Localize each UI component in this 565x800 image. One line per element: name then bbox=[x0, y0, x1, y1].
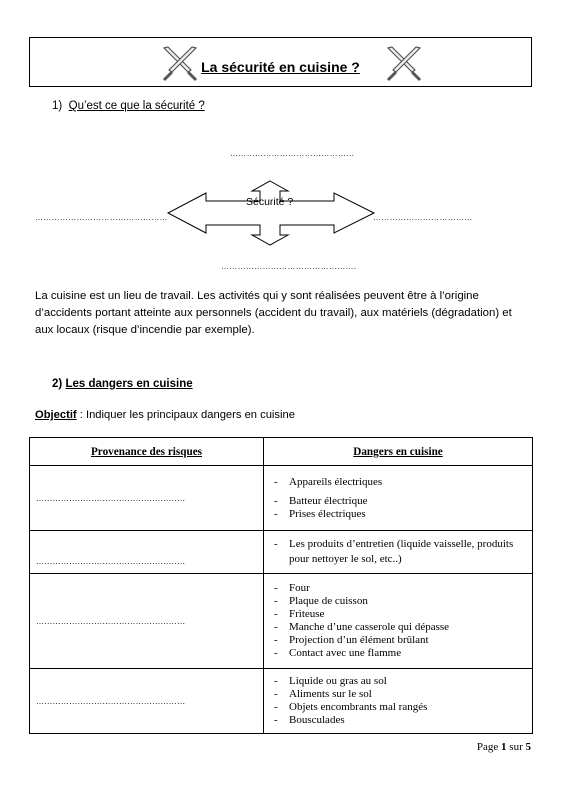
objective-label: Objectif bbox=[35, 409, 77, 421]
page-number: 1 bbox=[501, 741, 507, 753]
section-title: Les dangers en cuisine bbox=[65, 378, 193, 390]
table-row bbox=[30, 466, 533, 531]
section-number: 1) bbox=[52, 100, 63, 112]
blank-cell bbox=[30, 669, 264, 734]
page-total: 5 bbox=[525, 741, 531, 753]
list-item: - Appareils électriques bbox=[272, 476, 524, 489]
crossed-knives-icon bbox=[382, 44, 426, 84]
section-number: 2) bbox=[52, 378, 63, 390]
blank-cell bbox=[30, 574, 264, 669]
dangers-cell bbox=[264, 574, 533, 669]
list-item: - Les produits d’entretien (liquide vaisselle, produits pour nettoyer le sol, etc..) bbox=[272, 537, 524, 567]
table-row bbox=[30, 574, 533, 669]
list-item: - Batteur électrique bbox=[272, 495, 524, 508]
list-item: - Liquide ou gras au sol bbox=[272, 675, 524, 688]
section-2-heading bbox=[52, 378, 193, 390]
table-header-row bbox=[30, 438, 533, 466]
objective-text: : Indiquer les principaux dangers en cuisine bbox=[76, 409, 295, 421]
list-item: - Manche d’une casserole qui dépasse bbox=[272, 621, 524, 634]
dangers-cell bbox=[264, 466, 533, 531]
dangers-cell bbox=[264, 531, 533, 574]
answer-dots-left: ………………………………………… bbox=[35, 213, 168, 222]
column-header: Provenance des risques bbox=[30, 438, 264, 466]
list-item: - Objets encombrants mal rangés bbox=[272, 701, 524, 714]
section-1-heading bbox=[52, 100, 205, 112]
table-row bbox=[30, 669, 533, 734]
title-box bbox=[29, 37, 532, 87]
answer-dots: ……………………………………………… bbox=[36, 617, 186, 626]
blank-cell bbox=[30, 466, 264, 531]
blank-cell bbox=[30, 531, 264, 574]
list-item: - Four bbox=[272, 582, 524, 595]
dangers-cell bbox=[264, 669, 533, 734]
answer-dots-top: ……………………………………… bbox=[230, 149, 355, 158]
page-title: La sécurité en cuisine ? bbox=[201, 59, 360, 75]
table-row bbox=[30, 531, 533, 574]
diagram-center-label: Sécurité ? bbox=[246, 196, 294, 208]
list-item: - Friteuse bbox=[272, 608, 524, 621]
list-item: - Aliments sur le sol bbox=[272, 688, 524, 701]
risks-table bbox=[29, 437, 533, 734]
list-item: - Projection d’un élément brûlant bbox=[272, 634, 524, 647]
answer-dots: ……………………………………………… bbox=[36, 697, 186, 706]
list-item: - Bousculades bbox=[272, 714, 524, 727]
objective bbox=[35, 409, 295, 421]
list-item: - Contact avec une flamme bbox=[272, 647, 524, 660]
page-footer bbox=[477, 741, 531, 753]
answer-dots: ……………………………………………… bbox=[36, 557, 186, 566]
list-item: - Plaque de cuisson bbox=[272, 595, 524, 608]
column-header: Dangers en cuisine bbox=[264, 438, 533, 466]
answer-dots-bottom: …………………………………………. bbox=[221, 262, 357, 271]
intro-paragraph: La cuisine est un lieu de travail. Les activités qui y sont réalisées peuvent être à l’origine d’accidents portant atteinte aux personnels (accident du travail), aux matériels (dégradation) et aux locaux (risque d’incendie par exemple). bbox=[35, 290, 512, 336]
answer-dots: ……………………………………………… bbox=[36, 494, 186, 503]
footer-middle: sur bbox=[506, 741, 526, 753]
section-title: Qu’est ce que la sécurité ? bbox=[68, 100, 205, 112]
footer-prefix: Page bbox=[476, 741, 502, 753]
list-item: - Prises électriques bbox=[272, 508, 524, 521]
answer-dots-right: ……………………………… bbox=[373, 213, 473, 222]
four-arrow-diagram bbox=[166, 179, 376, 247]
